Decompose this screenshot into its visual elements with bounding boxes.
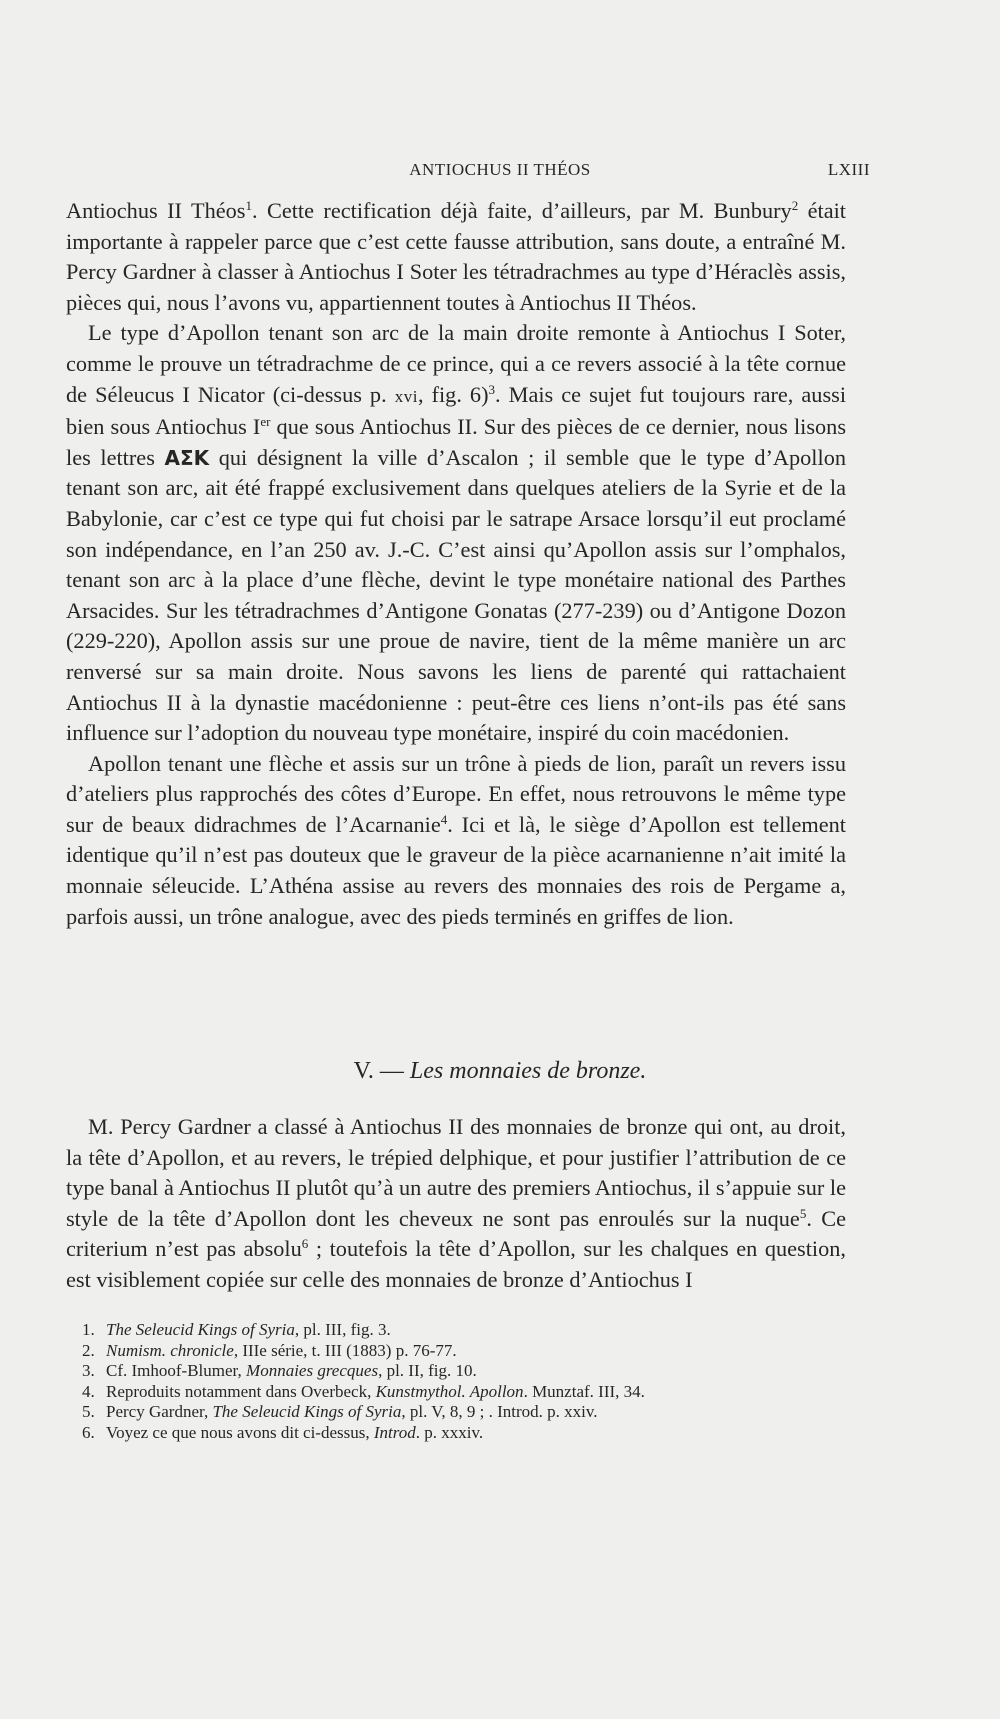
footnote-number: 5. xyxy=(82,1402,95,1421)
text-run: M. Percy Gardner a classé à Antiochus II des monnaies de bronze qui ont, au droit, la tête d’Apollon, et au revers, le trépied delphique, et pour justifier l’attribution de ce type banal à Antiochus II plutôt qu’à un autre des premiers Antiochus, il s’appuie sur le style de la tête d’Apollon dont les cheveux ne sont pas enroulés sur la nuque xyxy=(66,1114,846,1231)
footnote-ref-2: 2 xyxy=(791,198,799,213)
footnote xyxy=(82,1361,822,1382)
footnote-number: 2. xyxy=(82,1340,95,1360)
section-title: Les monnaies de bronze. xyxy=(409,1058,647,1084)
text-run: était importante à rappeler parce que c’est cette fausse attribution, sans doute, a entraîné M. Percy Gardner à classer à Antiochus I Soter les tétradrachmes au type d’Héraclès assis, pièces qui, nous l’avons vu, appartiennent toutes à Antiochus II Théos. xyxy=(66,198,847,315)
text-run: qui désignent la ville d’Ascalon ; il semble que le type d’Apollon tenant son arc, ait été frappé exclusivement dans quelques ateliers de la Syrie et de la Babylonie, car c’est ce type qui fut choisi par le satrape Arsace lorsqu’il eut proclamé son indépendance, en l’an 250 av. J.-C. C’est ainsi qu’Apollon assis sur l’omphalos, tenant son arc à la place d’une flèche, devint le type monétaire national des Parthes Arsacides. Sur les tétradrachmes d’Antigone Gonatas (277-239) ou d’Antigone Dozon (229-220), Apollon assis sur une proue de navire, tient de la même manière un arc renversé sur sa main droite. Nous savons les liens de parenté qui rattachaient Antiochus II à la dynastie macédonienne : peut-être ces liens n’ont-ils pas été sans influence sur l’adoption du nouveau type monétaire, inspiré du coin macédonien. xyxy=(66,444,846,746)
text-run: Antiochus II Théos xyxy=(66,198,246,223)
body-text xyxy=(66,196,846,932)
work-title: Monnaies grecques xyxy=(246,1361,379,1380)
footnote-number: 3. xyxy=(82,1361,95,1380)
text-run: . Munztaf. III, 34. xyxy=(523,1381,645,1401)
footnotes xyxy=(82,1320,822,1443)
section-number: V. — xyxy=(353,1058,404,1084)
text-run: que sous Antiochus II. Sur des pièces de ce dernier, nous lisons les lettres xyxy=(66,414,846,470)
footnote-ref-4: 4 xyxy=(440,811,448,827)
text-run: Cf. Imhoof-Blumer, xyxy=(106,1361,247,1380)
text-run: . p. xxxiv. xyxy=(415,1422,484,1442)
text-run: Apollon tenant une flèche et assis sur un trône à pieds de lion, paraît un revers issu d’ateliers plus rapprochés des côtes d’Europe. En effet, nous retrouvons le même type sur de beaux didrachmes de l’Acarnanie xyxy=(66,750,846,837)
section-body xyxy=(66,1112,846,1296)
text-run: . Cette rectification déjà faite, d’ailleurs, par M. Bunbury xyxy=(251,198,792,223)
footnote xyxy=(82,1382,822,1403)
text-run: , fig. 6) xyxy=(417,381,489,407)
page-ref: xvi xyxy=(394,386,418,406)
work-title: Introd xyxy=(373,1422,416,1442)
paragraph-1 xyxy=(66,196,846,318)
text-run: , pl. II, fig. 10. xyxy=(378,1361,477,1380)
footnote xyxy=(82,1423,822,1444)
footnote xyxy=(82,1320,822,1341)
running-head xyxy=(0,160,1000,186)
text-run: , pl. III, fig. 3. xyxy=(294,1320,391,1339)
page-number: LXIII xyxy=(827,160,870,179)
work-title: Kunstmythol. Apollon xyxy=(375,1381,524,1401)
footnote-ref-1: 1 xyxy=(245,198,252,213)
footnote-ref-3: 3 xyxy=(488,381,496,397)
text-run: Reproduits notamment dans Overbeck, xyxy=(106,1381,376,1401)
greek-legend: ΑΣΚ xyxy=(164,445,210,470)
paragraph-3 xyxy=(66,749,846,933)
text-run: ; toutefois la tête d’Apollon, sur les chalques en question, est visiblement copiée sur celle des monnaies de bronze d’Antiochus I xyxy=(66,1236,846,1292)
text-run: Percy Gardner, xyxy=(106,1402,213,1421)
text-run: Voyez ce que nous avons dit ci-dessus, xyxy=(106,1422,374,1442)
footnote xyxy=(82,1341,822,1362)
paragraph-2 xyxy=(66,318,846,748)
text-run: . Mais ce sujet fut toujours rare, aussi bien sous Antiochus I xyxy=(66,381,847,440)
superscript-er: er xyxy=(260,414,271,430)
work-title: The Seleucid Kings of Syria xyxy=(212,1402,402,1421)
footnote-number: 4. xyxy=(82,1381,95,1401)
footnote-number: 1. xyxy=(82,1320,95,1339)
section-paragraph xyxy=(66,1112,846,1296)
footnote-number: 6. xyxy=(82,1422,95,1442)
running-title: ANTIOCHUS II THÉOS xyxy=(409,160,591,179)
text-run: . Ici et là, le siège d’Apollon est tellement identique qu’il n’est pas douteux que le graveur de la pièce acarnanienne n’ait imité la monnaie séleucide. L’Athéna assise au revers des monnaies des rois de Pergame a, parfois aussi, un trône analogue, avec des pieds terminés en griffes de lion. xyxy=(66,811,847,929)
text-run: Le type d’Apollon tenant son arc de la main droite remonte à Antiochus I Soter, comme le prouve un tétradrachme de ce prince, qui a ce revers associé à la tête cornue de Séleucus I Nicator (ci-dessus p. xyxy=(66,320,846,407)
footnote-ref-6: 6 xyxy=(301,1236,309,1252)
work-title: Numism. chronicle xyxy=(106,1340,234,1360)
text-run: , pl. V, 8, 9 ; . Introd. p. xxiv. xyxy=(401,1402,598,1421)
text-run: . Ce criterium n’est pas absolu xyxy=(66,1205,846,1262)
text-run: , IIIe série, t. III (1883) p. 76-77. xyxy=(233,1340,457,1360)
section-heading xyxy=(0,1058,1000,1085)
footnote-ref-5: 5 xyxy=(799,1205,807,1221)
work-title: The Seleucid Kings of Syria xyxy=(106,1320,295,1339)
footnote xyxy=(82,1402,822,1423)
